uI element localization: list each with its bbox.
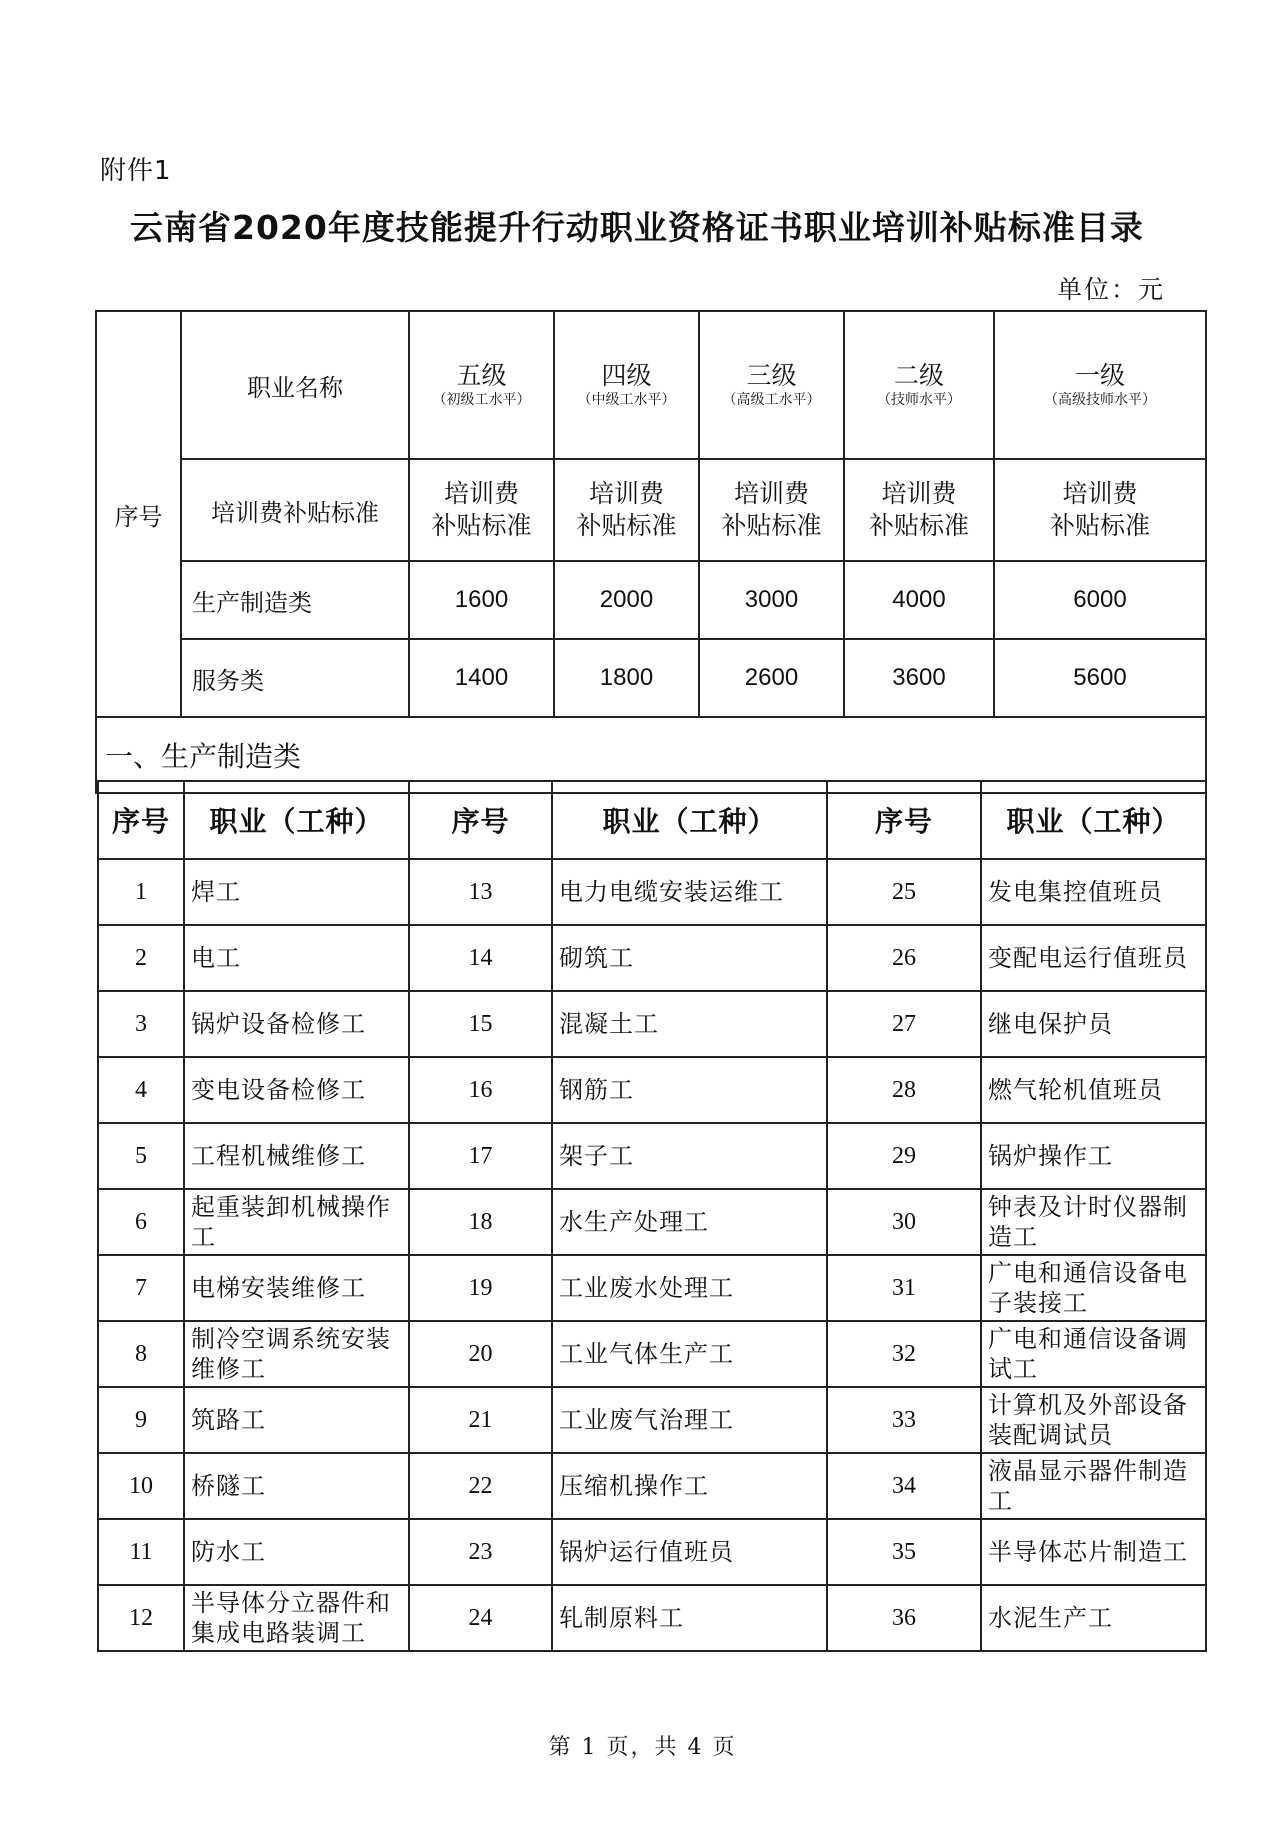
serial-number: 8	[98, 1321, 184, 1387]
table-row	[98, 925, 1206, 991]
occupation-name: 筑路工	[184, 1387, 409, 1453]
occupation-name: 燃气轮机值班员	[981, 1057, 1206, 1123]
serial-number: 33	[827, 1387, 981, 1453]
table-row	[98, 1387, 1206, 1453]
serial-header: 序号	[409, 781, 552, 859]
serial-number: 5	[98, 1123, 184, 1189]
serial-number: 16	[409, 1057, 552, 1123]
serial-number: 29	[827, 1123, 981, 1189]
serial-number: 23	[409, 1519, 552, 1585]
occupation-name: 混凝土工	[552, 991, 827, 1057]
occupation-list-table	[97, 780, 1207, 1652]
occupation-name: 广电和通信设备电子装接工	[981, 1255, 1206, 1321]
occupation-name: 水生产处理工	[552, 1189, 827, 1255]
section-title: 一、生产制造类	[96, 717, 1206, 793]
serial-number: 3	[98, 991, 184, 1057]
level-header: 一级 （高级技师水平）	[994, 311, 1206, 459]
serial-number: 20	[409, 1321, 552, 1387]
table-row	[98, 1585, 1206, 1651]
occupation-name: 钟表及计时仪器制造工	[981, 1189, 1206, 1255]
subsidy-value: 3600	[844, 639, 994, 717]
occupation-name: 锅炉设备检修工	[184, 991, 409, 1057]
occupation-name: 电梯安装维修工	[184, 1255, 409, 1321]
category-row-manufacturing	[96, 561, 1206, 639]
subsidy-subheader: 培训费 补贴标准	[699, 459, 844, 561]
table-row	[98, 1453, 1206, 1519]
serial-number: 7	[98, 1255, 184, 1321]
serial-number: 25	[827, 859, 981, 925]
unit-label: 单位：元	[1056, 275, 1165, 304]
occupation-name: 广电和通信设备调试工	[981, 1321, 1206, 1387]
occupation-header: 职业（工种）	[184, 781, 409, 859]
serial-header: 序号	[96, 311, 181, 717]
serial-number: 32	[827, 1321, 981, 1387]
occupation-name-header: 职业名称	[181, 311, 409, 459]
level-header: 四级 （中级工水平）	[554, 311, 699, 459]
serial-number: 4	[98, 1057, 184, 1123]
category-row-service	[96, 639, 1206, 717]
table-row	[98, 1189, 1206, 1255]
serial-number: 13	[409, 859, 552, 925]
category-name: 生产制造类	[181, 561, 409, 639]
subsidy-value: 3000	[699, 561, 844, 639]
serial-header: 序号	[827, 781, 981, 859]
table-row	[98, 1057, 1206, 1123]
serial-number: 36	[827, 1585, 981, 1651]
serial-number: 31	[827, 1255, 981, 1321]
occupation-name: 制冷空调系统安装维修工	[184, 1321, 409, 1387]
serial-header: 序号	[98, 781, 184, 859]
occupation-name: 架子工	[552, 1123, 827, 1189]
occupation-name: 防水工	[184, 1519, 409, 1585]
serial-number: 9	[98, 1387, 184, 1453]
occupation-name: 锅炉操作工	[981, 1123, 1206, 1189]
table-row	[98, 991, 1206, 1057]
serial-number: 21	[409, 1387, 552, 1453]
serial-number: 22	[409, 1453, 552, 1519]
occupation-header: 职业（工种）	[552, 781, 827, 859]
table-row	[98, 1123, 1206, 1189]
occupation-name: 砌筑工	[552, 925, 827, 991]
serial-number: 26	[827, 925, 981, 991]
serial-number: 15	[409, 991, 552, 1057]
occupation-header: 职业（工种）	[981, 781, 1206, 859]
serial-number: 10	[98, 1453, 184, 1519]
occupation-name: 液晶显示器件制造工	[981, 1453, 1206, 1519]
subsidy-subheader: 培训费 补贴标准	[554, 459, 699, 561]
occupation-name: 工业废水处理工	[552, 1255, 827, 1321]
occupation-name: 工程机械维修工	[184, 1123, 409, 1189]
occupation-name: 轧制原料工	[552, 1585, 827, 1651]
occupation-name: 计算机及外部设备装配调试员	[981, 1387, 1206, 1453]
serial-number: 12	[98, 1585, 184, 1651]
subsidy-subheader: 培训费 补贴标准	[844, 459, 994, 561]
serial-number: 14	[409, 925, 552, 991]
occupation-name: 水泥生产工	[981, 1585, 1206, 1651]
serial-number: 18	[409, 1189, 552, 1255]
level-header: 五级 （初级工水平）	[409, 311, 554, 459]
table-row	[98, 859, 1206, 925]
subsidy-value: 1800	[554, 639, 699, 717]
subsidy-subheader: 培训费 补贴标准	[994, 459, 1206, 561]
serial-number: 30	[827, 1189, 981, 1255]
occupation-name: 工业废气治理工	[552, 1387, 827, 1453]
occupation-name: 工业气体生产工	[552, 1321, 827, 1387]
occupation-name: 桥隧工	[184, 1453, 409, 1519]
table-row	[98, 1321, 1206, 1387]
subsidy-subheader: 培训费 补贴标准	[409, 459, 554, 561]
occupation-name: 变电设备检修工	[184, 1057, 409, 1123]
serial-number: 11	[98, 1519, 184, 1585]
occupation-name: 变配电运行值班员	[981, 925, 1206, 991]
occupation-name: 电力电缆安装运维工	[552, 859, 827, 925]
list-header-row	[98, 781, 1206, 859]
occupation-name: 起重装卸机械操作工	[184, 1189, 409, 1255]
page-footer: 第 1 页，共 4 页	[548, 1735, 737, 1760]
occupation-name: 发电集控值班员	[981, 859, 1206, 925]
level-header: 二级 （技师水平）	[844, 311, 994, 459]
table-row	[98, 1255, 1206, 1321]
page-title: 云南省2020年度技能提升行动职业资格证书职业培训补贴标准目录	[130, 208, 1144, 247]
occupation-name: 焊工	[184, 859, 409, 925]
serial-number: 6	[98, 1189, 184, 1255]
serial-number: 19	[409, 1255, 552, 1321]
occupation-name: 锅炉运行值班员	[552, 1519, 827, 1585]
serial-number: 35	[827, 1519, 981, 1585]
subsidy-value: 6000	[994, 561, 1206, 639]
subsidy-value: 1600	[409, 561, 554, 639]
subsidy-value: 4000	[844, 561, 994, 639]
serial-number: 27	[827, 991, 981, 1057]
serial-number: 17	[409, 1123, 552, 1189]
occupation-name: 压缩机操作工	[552, 1453, 827, 1519]
occupation-name: 钢筋工	[552, 1057, 827, 1123]
level-header: 三级 （高级工水平）	[699, 311, 844, 459]
subsidy-value: 1400	[409, 639, 554, 717]
subsidy-value: 2600	[699, 639, 844, 717]
subsidy-row-label: 培训费补贴标准	[181, 459, 409, 561]
serial-number: 24	[409, 1585, 552, 1651]
serial-number: 28	[827, 1057, 981, 1123]
table-row	[98, 1519, 1206, 1585]
subsidy-value: 2000	[554, 561, 699, 639]
occupation-name: 半导体分立器件和集成电路装调工	[184, 1585, 409, 1651]
occupation-name: 继电保护员	[981, 991, 1206, 1057]
serial-number: 2	[98, 925, 184, 991]
serial-number: 34	[827, 1453, 981, 1519]
occupation-name: 电工	[184, 925, 409, 991]
subsidy-standard-table	[95, 310, 1207, 794]
category-name: 服务类	[181, 639, 409, 717]
attachment-label: 附件1	[100, 156, 172, 186]
occupation-name: 半导体芯片制造工	[981, 1519, 1206, 1585]
subsidy-value: 5600	[994, 639, 1206, 717]
serial-number: 1	[98, 859, 184, 925]
